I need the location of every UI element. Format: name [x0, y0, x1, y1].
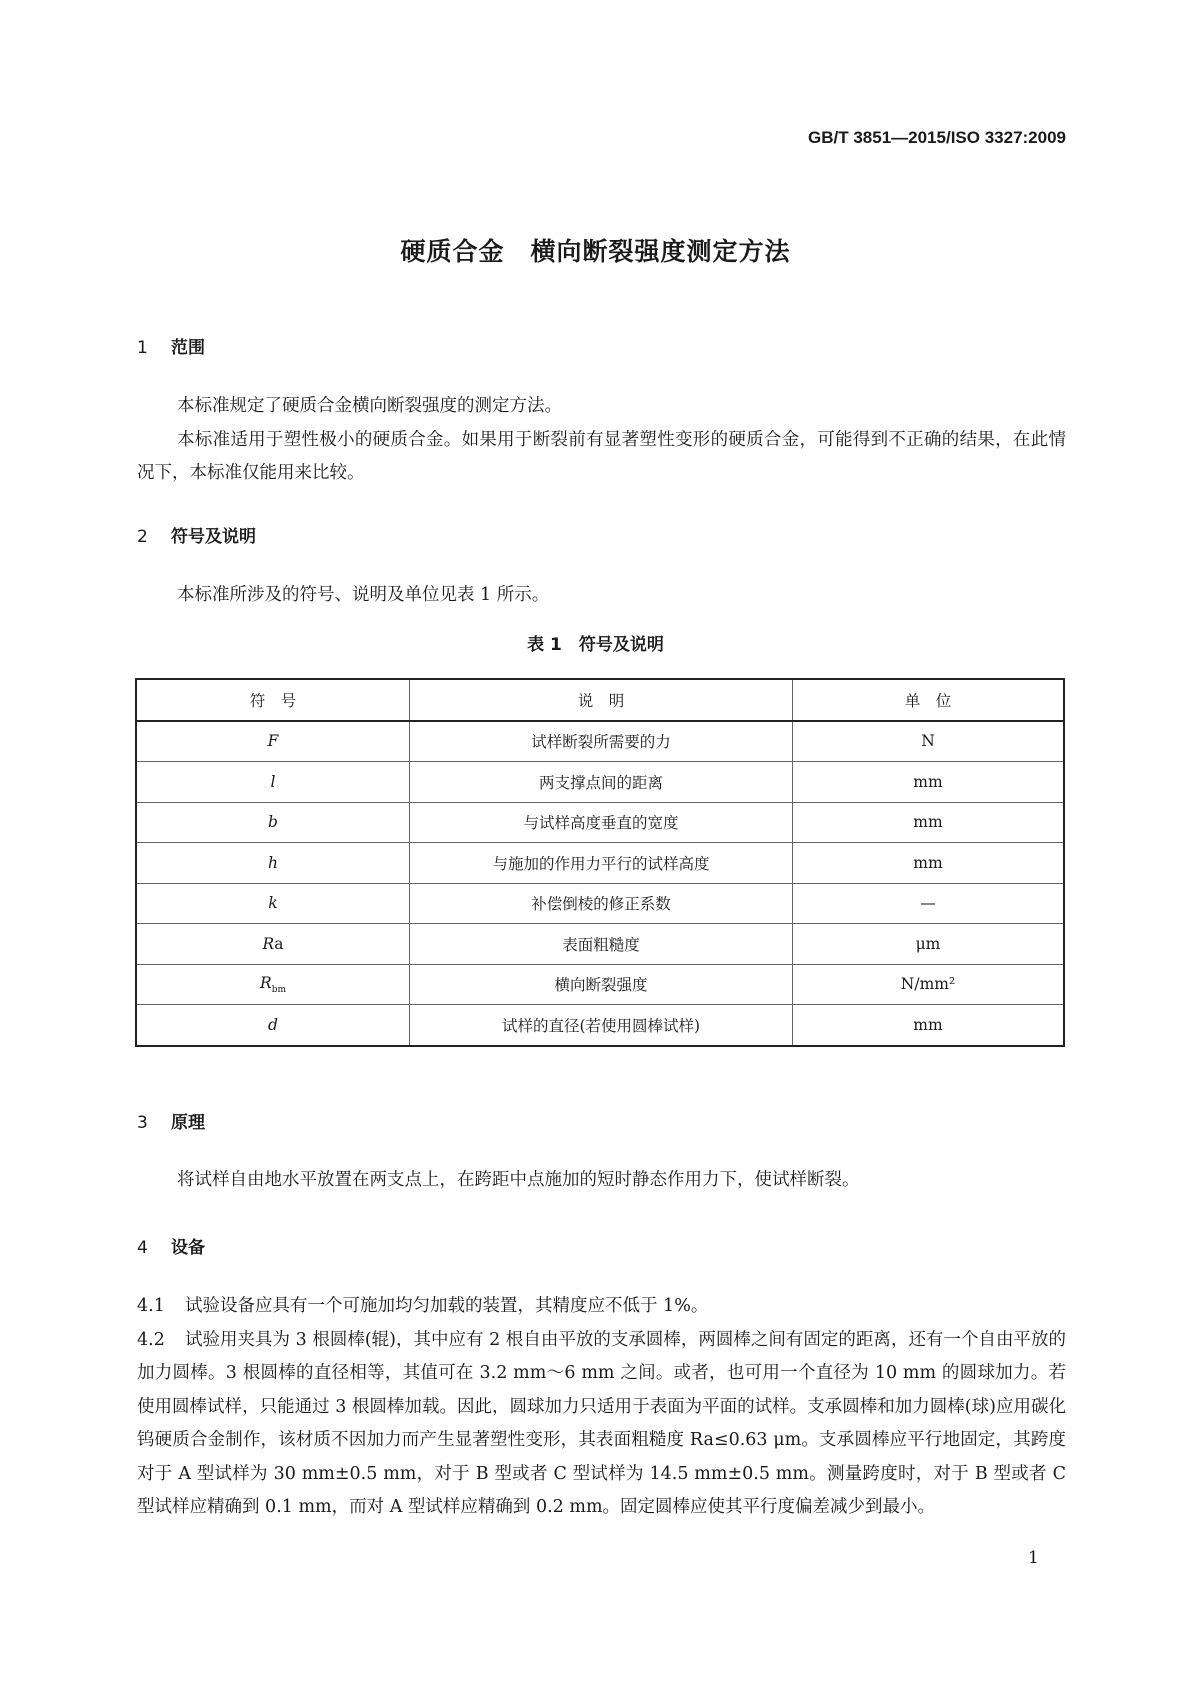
symbol: b — [268, 813, 278, 832]
description-cell: 试样断裂所需要的力 — [410, 721, 793, 762]
page-number: 1 — [1028, 1548, 1039, 1568]
clause — [137, 1290, 1066, 1324]
symbols-table — [135, 678, 1065, 1047]
table-row — [136, 924, 1064, 965]
paragraph: 将试样自由地水平放置在两支点上，在跨距中点施加的短时静态作用力下，使试样断裂。 — [177, 1170, 860, 1190]
section-number: 1 — [137, 338, 148, 358]
symbol-subscript: a — [274, 934, 284, 953]
header-symbol: 符 号 — [136, 679, 410, 721]
unit-cell: mm — [793, 1005, 1065, 1046]
table-row — [136, 883, 1064, 924]
unit-cell: mm — [793, 802, 1065, 843]
symbol-cell — [136, 802, 410, 843]
clause-text: 试验设备应具有一个可施加均匀加载的装置，其精度应不低于 1%。 — [185, 1296, 709, 1316]
symbol: l — [270, 772, 276, 791]
symbol-cell — [136, 721, 410, 762]
table-row — [136, 721, 1064, 762]
symbol: R — [262, 934, 275, 953]
symbol-cell — [136, 924, 410, 965]
symbol-subscript: bm — [271, 984, 286, 995]
table-row — [136, 964, 1064, 1005]
symbol: R — [260, 973, 272, 992]
section-body — [137, 390, 1066, 491]
section-number: 2 — [137, 527, 148, 547]
description-cell: 试样的直径(若使用圆棒试样) — [410, 1005, 793, 1046]
document-title: 硬质合金 横向断裂强度测定方法 — [400, 237, 791, 266]
table-row — [136, 843, 1064, 884]
section-heading — [137, 333, 205, 358]
symbol-cell — [136, 964, 410, 1005]
description-cell: 两支撑点间的距离 — [410, 762, 793, 803]
section-heading — [137, 1108, 205, 1133]
unit-cell: mm — [793, 762, 1065, 803]
section-number: 3 — [137, 1113, 148, 1133]
table-row — [136, 762, 1064, 803]
section-title: 设备 — [171, 1238, 205, 1258]
unit-cell: N/mm² — [793, 964, 1065, 1005]
clause-number: 4.1 — [137, 1296, 165, 1316]
table-row — [136, 802, 1064, 843]
section-body — [137, 1164, 1066, 1198]
paragraph: 本标准规定了硬质合金横向断裂强度的测定方法。 — [177, 396, 562, 416]
description-cell: 表面粗糙度 — [410, 924, 793, 965]
paragraph: 本标准所涉及的符号、说明及单位见表 1 所示。 — [177, 585, 550, 605]
clause-number: 4.2 — [137, 1329, 165, 1350]
unit-cell: N — [793, 721, 1065, 762]
section-title: 原理 — [171, 1113, 205, 1133]
unit-cell: mm — [793, 843, 1065, 884]
paragraph: 本标准适用于塑性极小的硬质合金。如果用于断裂前有显著塑性变形的硬质合金，可能得到不正确的结果，在此情况下，本标准仅能用来比较。 — [137, 429, 1066, 483]
table-caption: 表 1 符号及说明 — [527, 635, 664, 655]
table-header-row — [136, 679, 1064, 721]
symbol: d — [268, 1015, 278, 1034]
section-heading — [137, 1233, 205, 1258]
header-unit: 单 位 — [793, 679, 1065, 721]
section-title: 符号及说明 — [171, 527, 256, 547]
description-cell: 横向断裂强度 — [410, 964, 793, 1005]
section-body — [137, 579, 1066, 613]
clause-text: 试验用夹具为 3 根圆棒(辊)，其中应有 2 根自由平放的支承圆棒，两圆棒之间有固定的距离，还有一个自由平放的加力圆棒。3 根圆棒的直径相等，其值可在 3.2 mm～6 mm 之间。或者，也可用一个直径为 10 mm 的圆球加力。若使用圆棒试样，只能通过 3 根圆棒加载。因此，圆球加力只适用于表面为平面的试样。支承圆棒和加力圆棒(球)应用碳化钨硬质合金制作，该材质不因加力而产生显著塑性变形，其表面粗糙度 Ra≤0.63 μm。支承圆棒应平行地固定，其跨度对于 A 型试样为 30 mm±0.5 mm，对于 B 型或者 C 型试样为 14.5 mm±0.5 mm。测量跨度时，对于 B 型或者 C 型试样应精确到 0.1 mm，而对 A 型试样应精确到 0.2 mm。固定圆棒应使其平行度偏差减少到最小。 — [137, 1329, 1066, 1517]
symbol-cell — [136, 843, 410, 884]
section-body — [137, 1290, 1066, 1525]
symbol: h — [268, 853, 278, 872]
clause — [137, 1324, 1066, 1525]
description-cell: 补偿倒棱的修正系数 — [410, 883, 793, 924]
table-row — [136, 1005, 1064, 1046]
symbol-cell — [136, 1005, 410, 1046]
symbol-cell — [136, 883, 410, 924]
description-cell: 与试样高度垂直的宽度 — [410, 802, 793, 843]
section-title: 范围 — [171, 338, 205, 358]
section-number: 4 — [137, 1238, 148, 1258]
symbol: k — [268, 894, 278, 913]
section-heading — [137, 522, 256, 547]
unit-cell: μm — [793, 924, 1065, 965]
header-description: 说 明 — [410, 679, 793, 721]
symbol: F — [267, 732, 279, 751]
description-cell: 与施加的作用力平行的试样高度 — [410, 843, 793, 884]
unit-cell: — — [793, 883, 1065, 924]
standard-code: GB/T 3851—2015/ISO 3327:2009 — [808, 128, 1066, 147]
symbol-cell — [136, 762, 410, 803]
